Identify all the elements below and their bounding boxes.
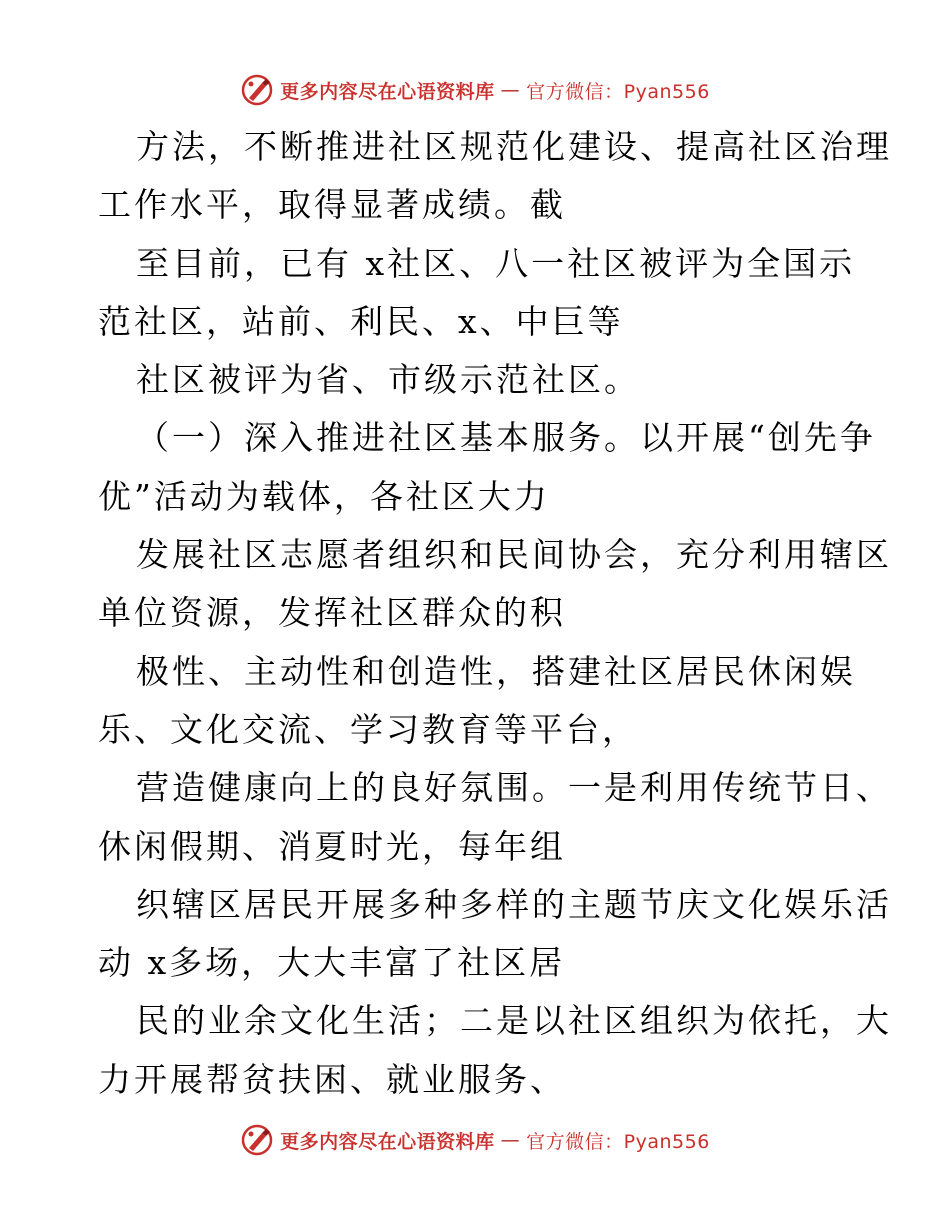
watermark-wechat-text: 官方微信：Pyan556 — [526, 1130, 710, 1153]
body-line: 范社区，站前、利民、x、中巨等 — [98, 301, 624, 341]
body-line: 方法，不断推进社区规范化建设、提高社区治理 — [136, 127, 892, 166]
watermark-dash: — — [500, 79, 521, 101]
pen-logo-icon — [240, 73, 274, 107]
body-line: 社区被评为省、市级示范社区。 — [136, 360, 640, 400]
watermark-dash: — — [500, 1129, 521, 1151]
body-line: 动 x多场，大大丰富了社区居 — [98, 943, 566, 983]
body-line: 工作水平，取得显著成绩。截 — [98, 185, 566, 225]
body-line: 乐、文化交流、学习教育等平台， — [98, 709, 638, 749]
pen-logo-icon — [240, 1123, 274, 1157]
body-line: 优”活动为载体，各社区大力 — [98, 476, 550, 516]
watermark-wechat-text: 官方微信：Pyan556 — [526, 80, 710, 103]
body-line: 织辖区居民开展多种多样的主题节庆文化娱乐活 — [136, 884, 892, 924]
body-line: （一）深入推进社区基本服务。以开展“创先争 — [136, 418, 876, 458]
watermark-main-text: 更多内容尽在心语资料库 — [280, 80, 495, 103]
header-watermark — [0, 70, 950, 110]
watermark-main-text: 更多内容尽在心语资料库 — [280, 1130, 495, 1153]
body-line: 休闲假期、消夏时光，每年组 — [98, 826, 566, 866]
body-line: 营造健康向上的良好氛围。一是利用传统节日、 — [136, 768, 892, 808]
footer-watermark — [0, 1120, 950, 1160]
body-line: 单位资源，发挥社区群众的积 — [98, 593, 566, 633]
body-line: 民的业余文化生活；二是以社区组织为依托，大 — [136, 1001, 892, 1041]
body-line: 至目前，已有 x社区、八一社区被评为全国示 — [136, 243, 856, 283]
body-line: 力开展帮贫扶困、就业服务、 — [98, 1059, 566, 1099]
document-body — [98, 124, 898, 1115]
body-line: 发展社区志愿者组织和民间协会，充分利用辖区 — [136, 535, 892, 575]
body-line: 极性、主动性和创造性，搭建社区居民休闲娱 — [136, 651, 856, 691]
